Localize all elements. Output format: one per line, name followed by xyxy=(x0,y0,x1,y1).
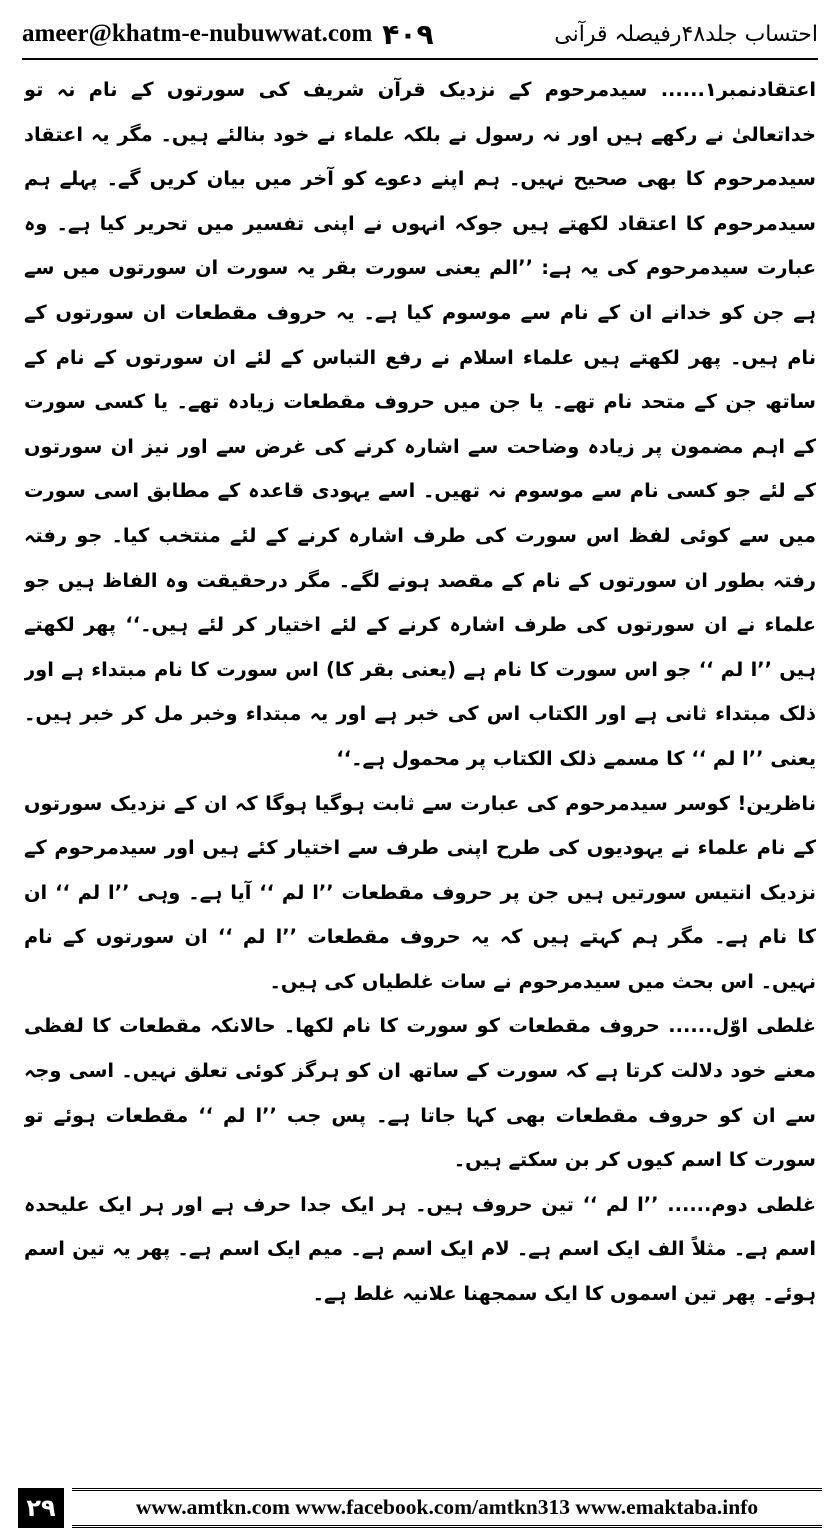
header-email: ameer@khatm-e-nubuwwat.com xyxy=(22,20,373,47)
paragraph-belief-1: اعتقادنمبر۱...... سیدمرحوم کے نزدیک قرآن شریف کی سورتوں کے نام نہ تو خداتعالیٰ نے رکھے ہیں اور نہ رسول نے بلکہ علماء نے خود بنالئے ہیں۔ مگر یہ اعتقاد سیدمرحوم کا بھی صحیح نہیں۔ ہم اپنے دعوے کو آخر میں بیان کریں گے۔ پہلے ہم سیدمرحوم کا اعتقاد لکھتے ہیں جوکہ انہوں نے اپنی تفسیر میں تحریر کیا ہے۔ وہ عبارت سیدمرحوم کی یہ ہے: ’’الم یعنی سورت بقر یہ سورت ان سورتوں میں سے ہے جن کو خدانے ان کے نام سے موسوم کیا ہے۔ یہ حروف مقطعات ان سورتوں کے نام ہیں۔ پھر لکھتے ہیں علماء اسلام نے رفع التباس کے لئے ان سورتوں کے نام کے ساتھ جن کے متحد نام تھے۔ یا جن میں حروف مقطعات زیادہ تھے۔ یا کسی سورت کے اہم مضمون پر زیادہ وضاحت سے اشارہ کرنے کی غرض سے اور نیز ان سورتوں کے لئے جو کسی نام سے موسوم نہ تھیں۔ اسے یہودی قاعدہ کے مطابق اسی سورت میں سے کوئی لفظ اس سورت کی طرف اشارہ کرنے کے لئے منتخب کیا۔ جو رفتہ رفتہ بطور ان سورتوں کے نام کے مقصد ہونے لگے۔ مگر درحقیقت وہ الفاظ ہیں جو علماء نے ان سورتوں کی طرف اشارہ کرنے کے لئے اختیار کر لئے ہیں۔‘‘ پھر لکھتے ہیں ’’ا لم ‘‘ جو اس سورت کا نام ہے (یعنی بقر کا) اس سورت کا نام مبتداء ہے اور ذلک مبتداء ثانی ہے اور الکتاب اس کی خبر ہے اور یہ مبتداء وخبر مل کر خبر ہیں۔ یعنی ’’ا لم ‘‘ کا مسمے ذلک الکتاب پر محمول ہے۔‘‘ xyxy=(24,78,816,770)
body-text xyxy=(24,68,816,1448)
footer-rule-bottom xyxy=(72,1525,822,1528)
footer-links: www.amtkn.com www.facebook.com/amtkn313 www.emaktaba.info xyxy=(135,1495,759,1519)
header-left xyxy=(22,18,434,51)
footer-rule-top xyxy=(72,1488,822,1491)
page-header xyxy=(22,14,818,54)
header-page-number: ۴۰۹ xyxy=(382,17,434,51)
footer-links-band xyxy=(72,1488,822,1528)
paragraph-readers: ناظرین! کوسر سیدمرحوم کی عبارت سے ثابت ہوگیا ہوگا کہ ان کے نزدیک سورتوں کے نام علماء نے یہودیوں کی طرح اپنی طرف سے اختیار کئے ہیں اور سیدمرحوم کے نزدیک انتیس سورتیں ہیں جن پر حروف مقطعات ’’ا لم ‘‘ آیا ہے۔ وہی ’’ا لم ‘‘ ان کا نام ہے۔ مگر ہم کہتے ہیں کہ یہ حروف مقطعات ’’ا لم ‘‘ ان سورتوں کے نام نہیں۔ اس بحث میں سیدمرحوم نے سات غلطیاں کی ہیں۔ xyxy=(24,791,816,993)
header-book-title: احتساب جلد۴۸رفیصلہ قرآنی xyxy=(554,21,818,47)
header-divider xyxy=(22,58,818,60)
paragraph-first-mistake: غلطی اوّل...... حروف مقطعات کو سورت کا نام لکھا۔ حالانکہ مقطعات کا لفظی معنے خود دلالت کرتا ہے کہ سورت کے ساتھ ان کو ہرگز کوئی تعلق نہیں۔ اسی وجہ سے ان کو حروف مقطعات بھی کہا جاتا ہے۔ پس جب ’’ا لم ‘‘ مقطعات ہوئے تو سورت کا اسم کیوں کر بن سکتے ہیں۔ xyxy=(24,1014,816,1172)
page-footer xyxy=(18,1488,822,1528)
footer-page-number: ۲۹ xyxy=(18,1488,64,1528)
paragraph-second-mistake: غلطی دوم...... ’’ا لم ‘‘ تین حروف ہیں۔ ہر ایک جدا حرف ہے اور ہر ایک علیحدہ اسم ہے۔ مثلاً الف ایک اسم ہے۔ لام ایک اسم ہے۔ میم ایک اسم ہے۔ پھر یہ تین اسم ہوئے۔ پھر تین اسموں کا ایک سمجھنا علانیہ غلط ہے۔ xyxy=(24,1192,816,1306)
